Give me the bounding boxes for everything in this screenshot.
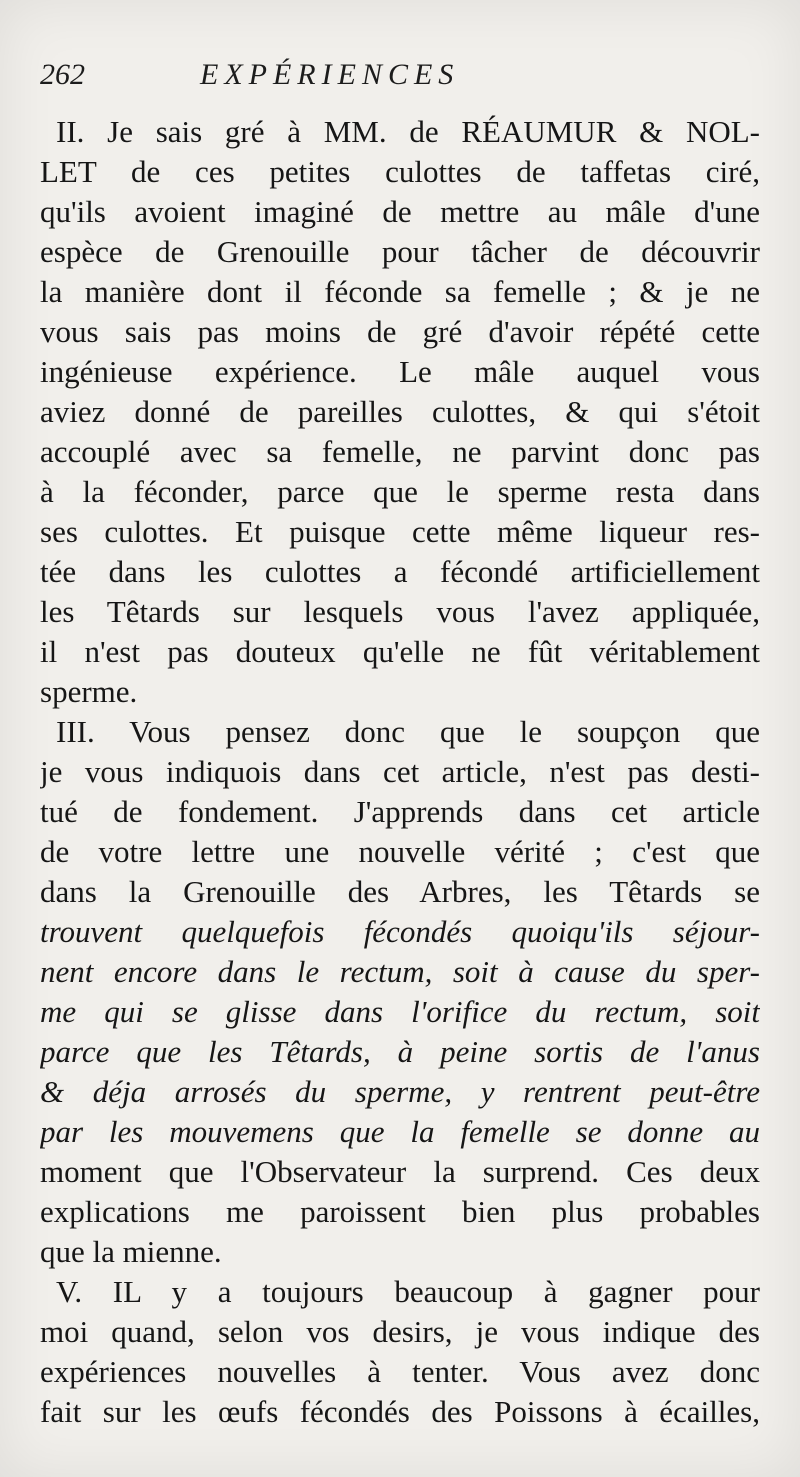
text-line: espèce de Grenouille pour tâcher de découvrir	[40, 234, 760, 269]
text-line: ingénieuse expérience. Le mâle auquel vous	[40, 354, 760, 389]
text-line: accouplé avec sa femelle, ne parvint donc pas	[40, 434, 760, 469]
text-line: nent encore dans le rectum, soit à cause du sper-	[40, 954, 760, 989]
text-line: parce que les Têtards, à peine sortis de l'anus	[40, 1034, 760, 1069]
page-number: 262	[40, 58, 85, 91]
text-line: moi quand, selon vos desirs, je vous indique des	[40, 1314, 760, 1349]
text-line: III. Vous pensez donc que le soupçon que	[56, 714, 760, 749]
text-line: qu'ils avoient imaginé de mettre au mâle d'une	[40, 194, 760, 229]
text-line: LET de ces petites culottes de taffetas ciré,	[40, 154, 760, 189]
running-title: EXPÉRIENCES	[200, 58, 460, 91]
text-line: ses culottes. Et puisque cette même liqueur res-	[40, 514, 760, 549]
text-line: à la féconder, parce que le sperme resta dans	[40, 474, 760, 509]
text-line: que la mienne.	[40, 1234, 222, 1269]
text-line: de votre lettre une nouvelle vérité ; c'est que	[40, 834, 760, 869]
text-line: tée dans les culottes a fécondé artificiellement	[40, 554, 760, 589]
text-line: sperme.	[40, 674, 138, 709]
text-line: moment que l'Observateur la surprend. Ces deux	[40, 1154, 760, 1189]
text-line: tué de fondement. J'apprends dans cet article	[40, 794, 760, 829]
page-header	[40, 58, 760, 98]
text-line: V. IL y a toujours beaucoup à gagner pour	[56, 1274, 760, 1309]
text-line: & déja arrosés du sperme, y rentrent peut-être	[40, 1074, 760, 1109]
text-line: les Têtards sur lesquels vous l'avez appliquée,	[40, 594, 760, 629]
text-line: aviez donné de pareilles culottes, & qui s'étoit	[40, 394, 760, 429]
text-line: la manière dont il féconde sa femelle ; & je ne	[40, 274, 760, 309]
text-line: explications me paroissent bien plus probables	[40, 1194, 760, 1229]
text-line: fait sur les œufs fécondés des Poissons à écailles,	[40, 1394, 760, 1429]
text-line: me qui se glisse dans l'orifice du rectum, soit	[40, 994, 760, 1029]
text-line: il n'est pas douteux qu'elle ne fût véritablement	[40, 634, 760, 669]
text-line: dans la Grenouille des Arbres, les Têtards se	[40, 874, 760, 909]
text-line: vous sais pas moins de gré d'avoir répété cette	[40, 314, 760, 349]
text-line: trouvent quelquefois fécondés quoiqu'ils séjour-	[40, 914, 760, 949]
text-line: expériences nouvelles à tenter. Vous avez donc	[40, 1354, 760, 1389]
text-line: II. Je sais gré à MM. de RÉAUMUR & NOL-	[56, 114, 760, 149]
text-line: par les mouvemens que la femelle se donne au	[40, 1114, 760, 1149]
body-text	[40, 112, 760, 1432]
text-line: je vous indiquois dans cet article, n'est pas desti-	[40, 754, 760, 789]
